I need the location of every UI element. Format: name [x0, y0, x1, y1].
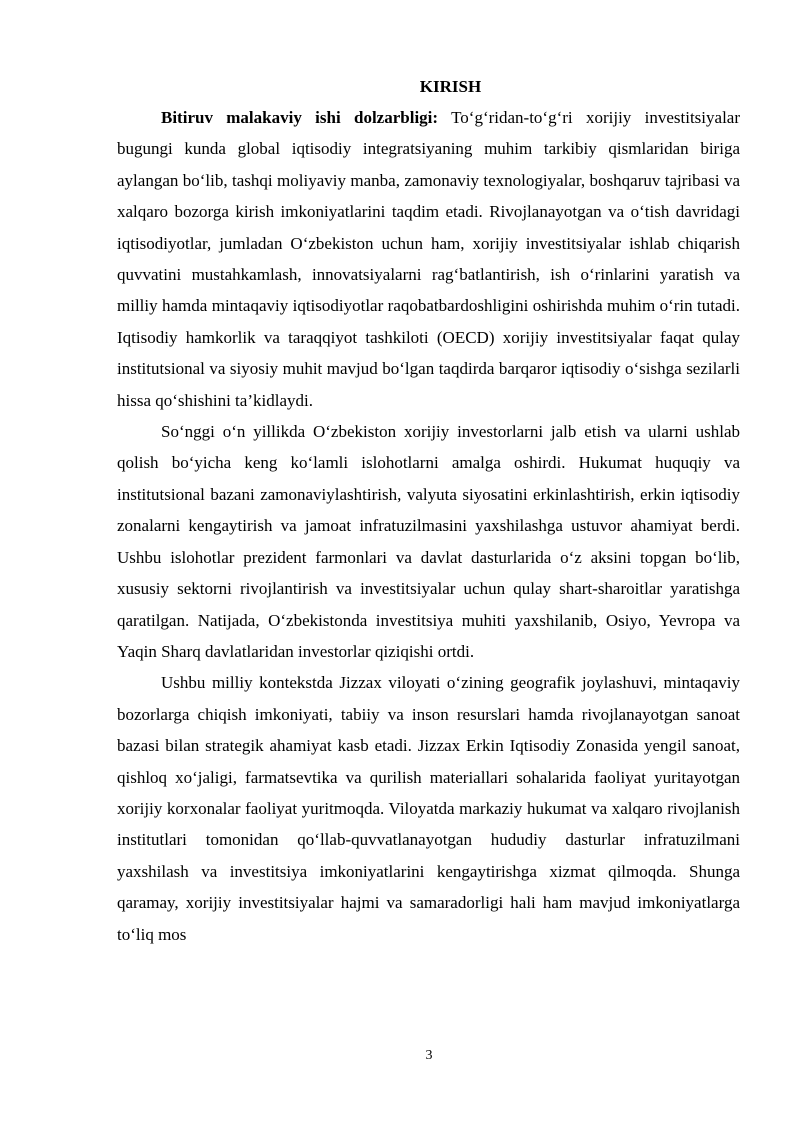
section-heading: KIRISH: [419, 77, 482, 96]
page-number: 3: [425, 1048, 433, 1063]
document-page: [117, 72, 740, 950]
relevance-text: To‘g‘ridan-to‘g‘ri xorijiy investitsiyalar bugungi kunda global iqtisodiy integratsiyaning muhim tarkibiy qismlaridan biriga aylangan bo‘lib, tashqi moliyaviy manba, zamonaviy texnologiyalar, boshqaruv tajribasi va xalqaro bozorga kirish imkoniyatlarini taqdim etadi. Rivojlanayotgan va o‘tish davridagi iqtisodiyotlar, jumladan O‘zbekiston uchun ham, xorijiy investitsiyalar ishlab chiqarish quvvatini mustahkamlash, innovatsiyalarni rag‘batlantirish, ish o‘rinlarini yaratish va milliy hamda mintaqaviy iqtisodiyotlar raqobatbardoshligini oshirishda muhim o‘rin tutadi. Iqtisodiy hamkorlik va taraqqiyot tashkiloti (OECD) xorijiy investitsiyalar faqat qulay institutsional va siyosiy muhit mavjud bo‘lgan taqdirda barqaror iqtisodiy o‘sishga sezilarli hissa qo‘shishini ta’kidlaydi.: [117, 108, 740, 410]
paragraph-jizzakh: Ushbu milliy kontekstda Jizzax viloyati o‘zining geografik joylashuvi, mintaqaviy bozorlarga chiqish imkoniyati, tabiiy va inson resurslari hamda rivojlanayotgan sanoat bazasi bilan strategik ahamiyat kasb etadi. Jizzax Erkin Iqtisodiy Zonasida yengil sanoat, qishloq xo‘jaligi, farmatsevtika va qurilish materiallari sohalarida faoliyat yuritayotgan xorijiy korxonalar faoliyat yuritmoqda. Viloyatda markaziy hukumat va xalqaro rivojlanish institutlari tomonidan qo‘llab-quvvatlanayotgan hududiy dasturlar infratuzilmani yaxshilash va investitsiya imkoniyatlarini kengaytirishga xizmat qilmoqda. Shunga qaramay, xorijiy investitsiyalar hajmi va samaradorligi hali ham mavjud imkoniyatlarga to‘liq mos: [117, 673, 740, 944]
relevance-lead: Bitiruv malakaviy ishi dolzarbligi:: [161, 108, 439, 127]
paragraph-reforms: So‘nggi o‘n yillikda O‘zbekiston xorijiy investorlarni jalb etish va ularni ushlab qolish bo‘yicha keng ko‘lamli islohotlarni amalga oshirdi. Hukumat huquqiy va institutsional bazani zamonaviylashtirish, valyuta siyosatini erkinlashtirish, erkin iqtisodiy zonalarni kengaytirish va jamoat infratuzilmasini yaxshilashga ustuvor ahamiyat berdi. Ushbu islohotlar prezident farmonlari va davlat dasturlarida o‘z aksini topgan bo‘lib, xususiy sektorni rivojlantirish va investitsiyalar uchun qulay shart-sharoitlar yaratishga qaratilgan. Natijada, O‘zbekistonda investitsiya muhiti yaxshilanib, Osiyo, Yevropa va Yaqin Sharq davlatlaridan investorlar qiziqishi ortdi.: [117, 422, 740, 661]
paragraph-relevance: [117, 102, 740, 416]
